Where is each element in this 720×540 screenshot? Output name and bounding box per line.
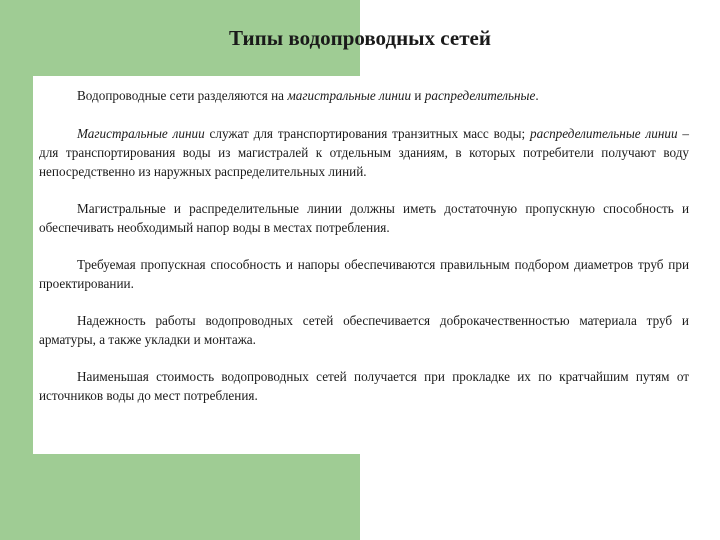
term-trunk-lines: магистральные линии [287, 88, 412, 103]
paragraph-cost: Наименьшая стоимость водопроводных сетей получается при прокладке их по кратчайшим путям от источников воды до мест потребления. [39, 369, 689, 403]
text-span: . [535, 88, 539, 103]
paragraph-pipe-selection: Требуемая пропускная способность и напоры обеспечиваются правильным подбором диаметров труб при проектировании. [39, 257, 689, 291]
term-distribution-lines: распределительные линии [530, 126, 678, 141]
text-box [33, 76, 695, 454]
text-span: – для транспортирования воды из магистралей к отдельным зданиям, в которых потребители получают воду непосредственно из наружных распределительных линий. [39, 126, 690, 179]
text-span: и [411, 88, 425, 103]
term-distribution-lines: распределительные [424, 88, 536, 103]
paragraph-reliability: Надежность работы водопроводных сетей обеспечивается доброкачественностью материала труб и арматуры, а также укладки и монтажа. [39, 313, 689, 347]
text-span: Водопроводные сети разделяются на [77, 88, 288, 103]
paragraph-network-division [39, 86, 689, 105]
paragraph-line-purposes [39, 124, 689, 181]
text-span: служат для транспортирования транзитных масс воды; [204, 126, 531, 141]
paragraph-capacity: Магистральные и распределительные линии должны иметь достаточную пропускную способность и обеспечивать необходимый напор воды в местах потребления. [39, 201, 689, 235]
term-trunk-lines: Магистральные линии [77, 126, 205, 141]
slide-title: Типы водопроводных сетей [229, 26, 491, 50]
